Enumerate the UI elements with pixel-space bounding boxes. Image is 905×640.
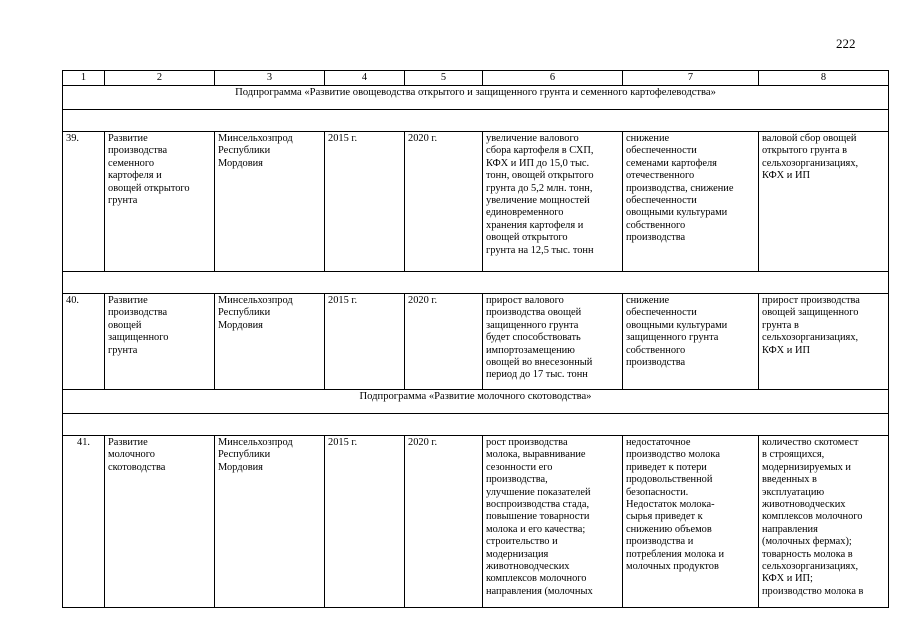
cell-line: рост производства	[486, 437, 568, 448]
cell-line: Республики	[218, 449, 271, 461]
cell-line: увеличение мощностей	[486, 195, 590, 207]
cell-line: грунта	[108, 195, 138, 207]
col-num-1: 1	[63, 71, 105, 86]
executor	[215, 436, 325, 608]
cell-line: воспроизводства стада,	[486, 499, 590, 511]
subprogram-title: Подпрограмма «Развитие овощеводства открытого и защищенного грунта и семенного картофелеводства»	[63, 86, 889, 110]
cell-line: молока, выравнивание	[486, 449, 586, 461]
cell-line: Республики	[218, 307, 271, 319]
cell-line: овощными культурами	[626, 319, 728, 331]
cell-line: прирост валового	[486, 295, 564, 306]
cell-line: производства и	[626, 536, 694, 548]
program-table	[62, 70, 889, 608]
start-date: 2015 г.	[325, 132, 405, 272]
cell-line: введенных в	[762, 474, 817, 486]
cell-line: Развитие	[108, 133, 148, 144]
cell-line: овощей во внесезонный	[486, 357, 593, 369]
cell-line: эксплуатацию	[762, 486, 825, 498]
cell-line: защищенного грунта	[486, 319, 579, 331]
measure-name	[105, 132, 215, 272]
cell-line: сезонности его	[486, 461, 553, 473]
cell-line: импортозамещению	[486, 344, 575, 356]
cell-line: овощей открытого	[486, 232, 568, 244]
consequences	[623, 132, 759, 272]
page-number: 222	[836, 36, 856, 51]
cell-line: сырья приведет к	[626, 511, 703, 523]
cell-line: защищенного грунта	[626, 332, 719, 344]
start-date: 2015 г.	[325, 436, 405, 608]
end-date: 2020 г.	[405, 436, 483, 608]
cell-line: молочного	[108, 449, 155, 461]
row-number: 40.	[63, 294, 105, 390]
expected-result	[483, 294, 623, 390]
expected-result	[483, 132, 623, 272]
subprogram-row	[63, 86, 889, 110]
cell-line: количество скотомест	[762, 437, 859, 448]
cell-line: Развитие	[108, 295, 148, 306]
spacer-row	[63, 414, 889, 436]
cell-line: производства	[108, 307, 168, 319]
cell-line: производства, снижение	[626, 182, 734, 194]
cell-line: снижению объемов	[626, 523, 712, 535]
cell-line: модернизируемых и	[762, 461, 851, 473]
table-row	[63, 294, 889, 390]
cell-line: Мордовия	[218, 461, 263, 473]
cell-line: скотоводства	[108, 461, 166, 473]
cell-line: направления	[762, 523, 818, 535]
cell-line: будет способствовать	[486, 332, 581, 344]
row-number: 39.	[63, 132, 105, 272]
executor	[215, 294, 325, 390]
cell-line: животноводческих	[762, 499, 846, 511]
cell-line: сельхозорганизациях,	[762, 561, 859, 573]
cell-line: в строящихся,	[762, 449, 825, 461]
expected-result	[483, 436, 623, 608]
cell-line: семенами картофеля	[626, 157, 717, 169]
cell-line: увеличение валового	[486, 133, 579, 144]
cell-line: КФХ и ИП	[762, 170, 810, 182]
cell-line: производства	[626, 232, 686, 244]
cell-line: обеспеченности	[626, 307, 697, 319]
cell-line: овощей открытого	[108, 182, 190, 194]
cell-line: производство молока	[626, 449, 720, 461]
cell-line: овощей	[108, 319, 142, 331]
indicator	[759, 294, 889, 390]
start-date: 2015 г.	[325, 294, 405, 390]
cell-line: модернизация	[486, 548, 549, 560]
cell-line: сбора картофеля в СХП,	[486, 145, 594, 157]
cell-line: животноводческих	[486, 561, 570, 573]
cell-line: период до 17 тыс. тонн	[486, 369, 588, 381]
col-num-7: 7	[623, 71, 759, 86]
cell-line: хранения картофеля и	[486, 219, 584, 231]
cell-line: грунта в	[762, 319, 799, 331]
col-num-5: 5	[405, 71, 483, 86]
spacer-row	[63, 272, 889, 294]
cell-line: комплексов молочного	[486, 573, 587, 585]
cell-line: сельхозорганизациях,	[762, 332, 859, 344]
executor	[215, 132, 325, 272]
cell-line: строительство и	[486, 536, 558, 548]
subprogram-row	[63, 390, 889, 414]
col-num-6: 6	[483, 71, 623, 86]
cell-line: Недостаток молока-	[626, 499, 715, 511]
cell-line: сельхозорганизациях,	[762, 157, 859, 169]
cell-line: обеспеченности	[626, 195, 697, 207]
cell-line: Республики	[218, 145, 271, 157]
cell-line: обеспеченности	[626, 145, 697, 157]
cell-line: грунта до 5,2 млн. тонн,	[486, 182, 593, 194]
cell-line: КФХ и ИП до 15,0 тыс.	[486, 157, 590, 169]
col-num-2: 2	[105, 71, 215, 86]
spacer-row	[63, 110, 889, 132]
cell-line: собственного	[626, 219, 686, 231]
cell-line: валовой сбор овощей	[762, 133, 857, 144]
cell-line: овощными культурами	[626, 207, 728, 219]
cell-line: Минсельхозпрод	[218, 133, 293, 144]
cell-line: КФХ и ИП;	[762, 573, 813, 585]
end-date: 2020 г.	[405, 132, 483, 272]
cell-line: производства,	[486, 474, 548, 486]
cell-line: приведет к потери	[626, 461, 707, 473]
cell-line: тонн, овощей открытого	[486, 170, 594, 182]
cell-line: безопасности.	[626, 486, 689, 498]
cell-line: производство молока в	[762, 585, 864, 597]
cell-line: продовольственной	[626, 474, 713, 486]
cell-line: Мордовия	[218, 319, 263, 331]
col-num-3: 3	[215, 71, 325, 86]
cell-line: защищенного	[108, 332, 169, 344]
table-row	[63, 132, 889, 272]
column-number-row	[63, 71, 889, 86]
row-number: 41.	[63, 436, 105, 608]
cell-line: улучшение показателей	[486, 486, 591, 498]
indicator	[759, 436, 889, 608]
cell-line: открытого грунта в	[762, 145, 848, 157]
cell-line: снижение	[626, 295, 670, 306]
cell-line: овощей защищенного	[762, 307, 859, 319]
cell-line: производства	[108, 145, 168, 157]
cell-line: КФХ и ИП	[762, 344, 810, 356]
cell-line: семенного	[108, 157, 155, 169]
col-num-4: 4	[325, 71, 405, 86]
cell-line: собственного	[626, 344, 686, 356]
measure-name	[105, 294, 215, 390]
cell-line: направления (молочных	[486, 585, 593, 597]
cell-line: повышение товарности	[486, 511, 590, 523]
cell-line: единовременного	[486, 207, 564, 219]
cell-line: Развитие	[108, 437, 148, 448]
subprogram-title: Подпрограмма «Развитие молочного скотоводства»	[63, 390, 889, 414]
cell-line: Мордовия	[218, 157, 263, 169]
consequences	[623, 294, 759, 390]
cell-line: недостаточное	[626, 437, 691, 448]
cell-line: (молочных фермах);	[762, 536, 852, 548]
cell-line: потребления молока и	[626, 548, 725, 560]
cell-line: товарность молока в	[762, 548, 853, 560]
measure-name	[105, 436, 215, 608]
consequences	[623, 436, 759, 608]
cell-line: грунта на 12,5 тыс. тонн	[486, 244, 594, 256]
end-date: 2020 г.	[405, 294, 483, 390]
cell-line: прирост производства	[762, 295, 860, 306]
cell-line: комплексов молочного	[762, 511, 863, 523]
indicator	[759, 132, 889, 272]
cell-line: снижение	[626, 133, 670, 144]
cell-line: молочных продуктов	[626, 561, 719, 573]
col-num-8: 8	[759, 71, 889, 86]
cell-line: молока и его качества;	[486, 523, 586, 535]
cell-line: производства овощей	[486, 307, 582, 319]
cell-line: производства	[626, 357, 686, 369]
cell-line: отечественного	[626, 170, 695, 182]
cell-line: Минсельхозпрод	[218, 295, 293, 306]
cell-line: картофеля и	[108, 170, 162, 182]
cell-line: грунта	[108, 344, 138, 356]
table-row	[63, 436, 889, 608]
cell-line: Минсельхозпрод	[218, 437, 293, 448]
